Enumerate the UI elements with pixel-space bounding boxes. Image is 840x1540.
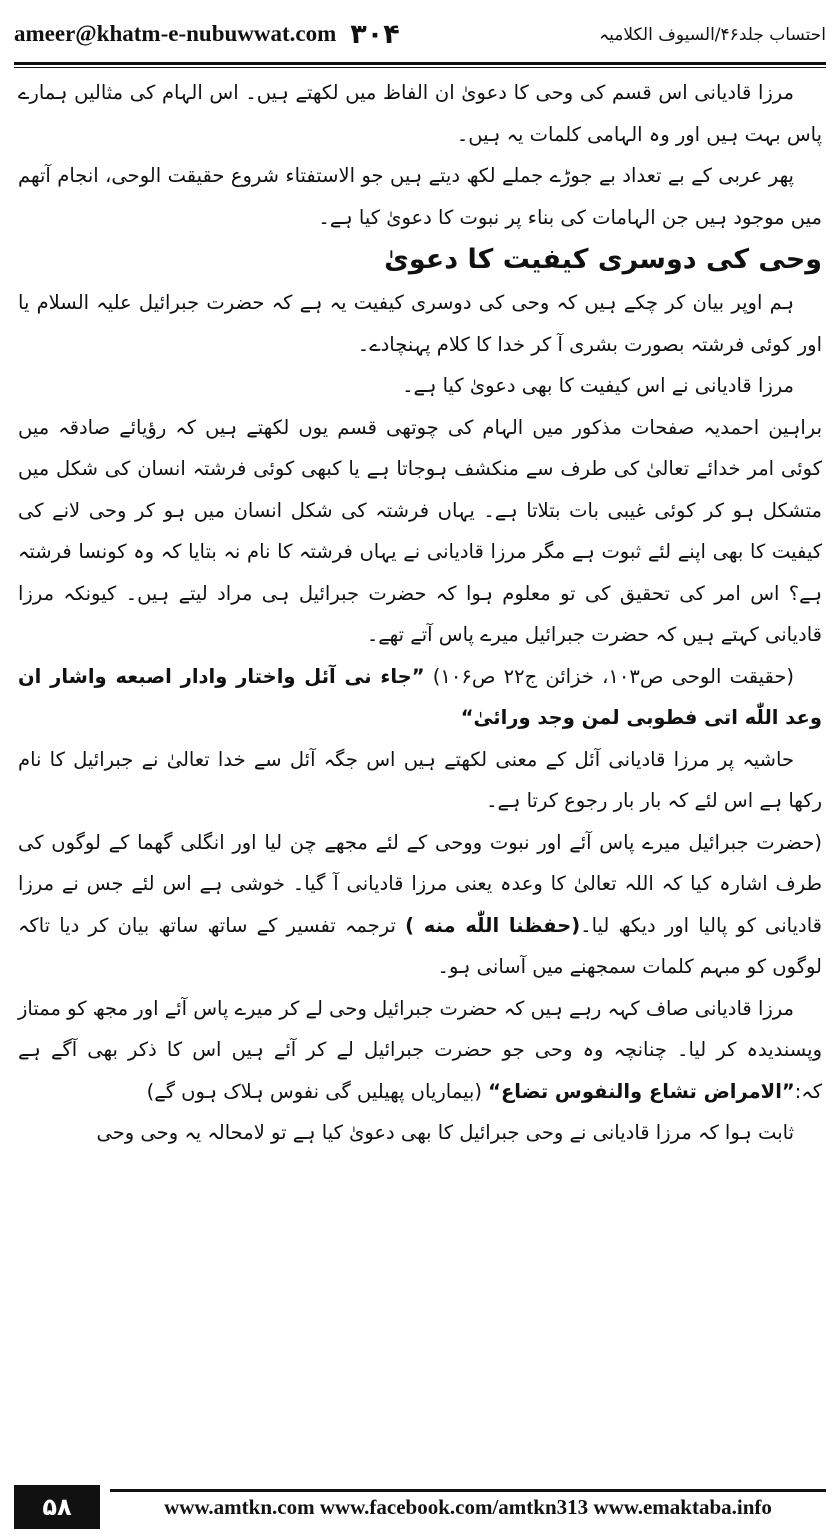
arabic-revelation: ”الامراض تشاع والنفوس تضاع“ bbox=[488, 1079, 795, 1103]
paragraph-8-text-end: ترجمہ تفسیر کے ساتھ ساتھ بیان کر دیا تاکہ لوگوں کو مبہم کلمات سمجھنے میں آسانی ہو۔ bbox=[18, 913, 822, 978]
page-footer bbox=[14, 1484, 826, 1530]
folio-number: ۵۸ bbox=[14, 1485, 100, 1529]
paragraph-8-text: (حضرت جبرائیل میرے پاس آئے اور نبوت ووحی کے لئے مجھے چن لیا اور انگلی گھما کے لوگوں کی طرف اشارہ کیا کہ اللہ تعالیٰ کا وعدہ یعنی مرزا قادیانی آ گیا۔ خوشی ہے اس لئے جس نے مرزا قادیانی کو پالیا اور دیکھ لیا۔ bbox=[18, 830, 822, 937]
paragraph-10: ثابت ہوا کہ مرزا قادیانی نے وحی جبرائیل کا بھی دعویٰ کیا ہے تو لامحالہ یہ وحی وحی bbox=[96, 1121, 794, 1144]
paragraph-5: براہین احمدیہ صفحات مذکور میں الہام کی چوتھی قسم یوں لکھتے ہیں کہ رؤیائے صادقہ میں کوئی امر خدائے تعالیٰ کی طرف سے منکشف ہوجاتا ہے یا کبھی کوئی فرشتہ انسان کی شکل میں متشکل ہو کر کوئی غیبی بات بتلاتا ہے۔ یہاں فرشتہ کی شکل انسان میں ہو کر وحی لانے کی کیفیت کا بھی اپنے لئے ثبوت ہے مگر مرزا قادیانی نے یہاں فرشتہ کا نام نہ بتایا کہ وہ کونسا فرشتہ ہے؟ اس امر کی تحقیق کی تو معلوم ہوا کہ حضرت جبرائیل ہی مراد لیتے ہیں۔ کیونکہ مرزا قادیانی کہتے ہیں کہ حضرت جبرائیل میرے پاس آتے تھے۔ bbox=[18, 415, 822, 646]
paragraph-1: مرزا قادیانی اس قسم کی وحی کا دعویٰ ان الفاظ میں لکھتے ہیں۔ اس الہام کی مثالیں ہمارے پاس بہت ہیں اور وہ الہامی کلمات یہ ہیں۔ bbox=[18, 81, 822, 146]
header-rule bbox=[14, 62, 826, 68]
paragraph-8 bbox=[18, 822, 822, 988]
header-email: ameer@khatm-e-nubuwwat.com bbox=[14, 21, 337, 46]
header-book-title: احتساب جلد۴۶/السیوف الکلامیہ bbox=[599, 24, 826, 45]
paragraph-7: حاشیہ پر مرزا قادیانی آئل کے معنی لکھتے ہیں اس جگہ آئل سے خدا تعالیٰ نے جبرائیل کا نام رکھا ہے اس لئے کہ بار بار رجوع کرتا ہے۔ bbox=[18, 747, 822, 812]
paragraph-2: پھر عربی کے بے تعداد بے جوڑے جملے لکھ دیتے ہیں جو الاستفتاء شروع حقیقت الوحی، انجام آتھم میں موجود ہیں جن الہامات کی بناء پر نبوت کا دعویٰ کیا ہے۔ bbox=[18, 164, 822, 229]
arabic-prayer: (حفظنا اللّٰه منه ) bbox=[405, 913, 581, 937]
paragraph-3: ہم اوپر بیان کر چکے ہیں کہ وحی کی دوسری کیفیت یہ ہے کہ حضرت جبرائیل علیہ السلام یا اور کوئی فرشتہ بصورت بشری آ کر خدا کا کلام پہنچادے۔ bbox=[18, 291, 822, 356]
header-page-number: ۳۰۴ bbox=[350, 18, 400, 50]
page-body bbox=[18, 72, 822, 1154]
arabic-quote: ”جاء نی آئل واختار وادار اصبعه واشار ان وعد اللّٰه اتی فطوبی لمن وجد ورائیٰ“ bbox=[18, 664, 822, 729]
header-left bbox=[14, 19, 400, 50]
paragraph-6 bbox=[18, 656, 822, 739]
footer-urls: www.amtkn.com www.facebook.com/amtkn313 www.emaktaba.info bbox=[164, 1495, 772, 1519]
footer-rule bbox=[110, 1489, 826, 1492]
page-header bbox=[14, 10, 826, 58]
footer-links-area bbox=[100, 1485, 826, 1529]
paragraph-9-text: مرزا قادیانی صاف کہہ رہے ہیں کہ حضرت جبرائیل وحی لے کر میرے پاس آئے اور مجھ کو ممتاز وپسندیدہ کر لیا۔ چنانچہ وہ وحی جو حضرت جبرائیل لے کر آئے ہیں اس کا ذکر بھی آگے ہے کہ: bbox=[18, 996, 822, 1103]
paragraph-4: مرزا قادیانی نے اس کیفیت کا بھی دعویٰ کیا ہے۔ bbox=[402, 374, 794, 397]
section-heading: وحی کی دوسری کیفیت کا دعویٰ bbox=[384, 244, 822, 275]
paragraph-9 bbox=[18, 988, 822, 1113]
citation-reference: (حقیقت الوحی ص۱۰۳، خزائن ج۲۲ ص۱۰۶) bbox=[432, 664, 795, 688]
paragraph-9-translation: (بیماریاں پھیلیں گی نفوس ہلاک ہوں گے) bbox=[146, 1079, 482, 1103]
